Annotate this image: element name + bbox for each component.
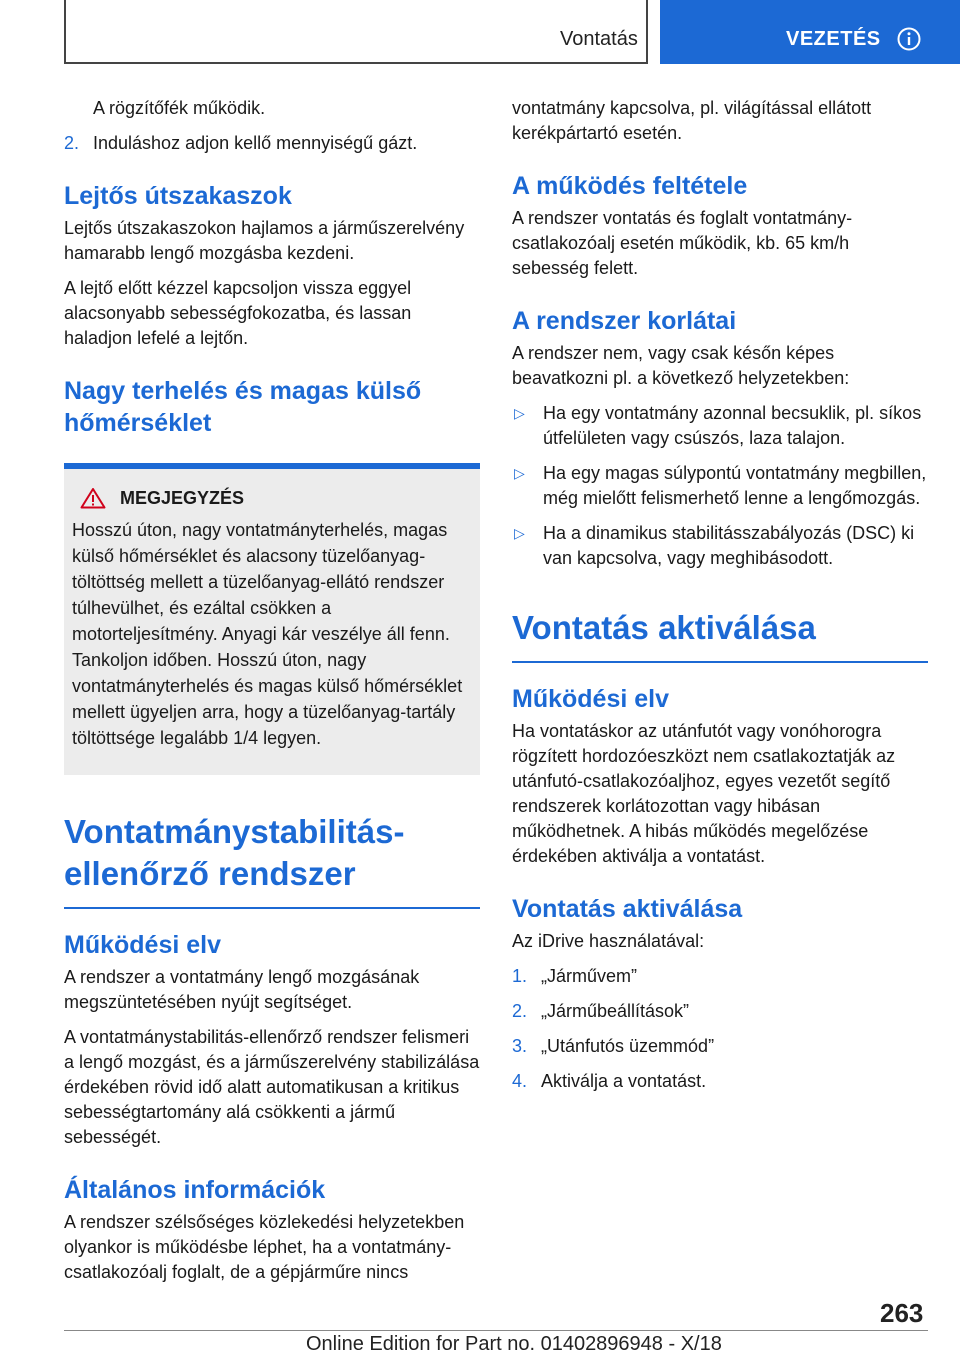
towing-paragraph: Ha vontatáskor az utánfutót vagy vonóhorogra rögzített hordozóeszközt nem csatlakoztatják az utánfutó-csatlakozóaljhoz, egyes vezetőt segítő rendszerek korlátozottan vagy hibásan működhetnek. A hibás működés megelőzése érdekében aktiválja a vontatást. — [512, 721, 896, 866]
step-text: „Utánfutós üzemmód” — [541, 1036, 715, 1056]
notice-header — [72, 487, 472, 509]
activate-heading: Vontatás aktiválása — [512, 895, 743, 923]
info-icon[interactable] — [897, 27, 921, 51]
downhill-heading: Lejtős útszakaszok — [64, 182, 292, 210]
conditions-paragraph: A rendszer vontatás és foglalt vontatmány-csatlakozóalj esetén működik, kb. 65 km/h sebesség felett. — [512, 208, 853, 278]
chapter-title: Vontatás — [560, 28, 638, 50]
activate-intro: Az iDrive használatával: — [512, 931, 705, 951]
step-3 — [512, 1034, 928, 1059]
stability-paragraph-1: A rendszer a vontatmány lengő mozgásának megszüntetésében nyújt segítséget. — [64, 967, 420, 1012]
intro-line: A rögzítőfék működik. — [93, 98, 266, 118]
notice-text: Hosszú úton, nagy vontatmányterhelés, magas külső hőmérséklet és alacsony tüzelőanyag-töltöttség mellett a tüzelőanyag-ellátó rendszer túlhevülhet, és ezáltal csökken a motorteljesítmény. Anyagi kár veszélye áll fenn. Tankoljon időben. Hosszú úton, nagy vontatmányterhelés és magas külső hőmérséklet mellett ügyeljen arra, hogy a tüzelőanyag-tartály töltöttsége legalább 1/4 legyen. — [72, 520, 463, 748]
section-tab-label: VEZETÉS — [786, 28, 881, 50]
notice-label: MEGJEGYZÉS — [120, 487, 245, 508]
bullet-triangle-icon: ▷ — [514, 525, 525, 541]
bullet-text: Ha egy magas súlypontú vontatmány megbillen, még mielőtt felismerhető lenne a lengőmozgás. — [543, 463, 927, 508]
downhill-paragraph-1: Lejtős útszakaszokon hajlamos a járműszerelvény hamarabb lengő mozgásba kezdeni. — [64, 218, 465, 263]
towing-principle-heading: Működési elv — [512, 685, 669, 713]
limits-paragraph: A rendszer nem, vagy csak későn képes beavatkozni pl. a következő helyzetekben: — [512, 343, 850, 388]
limits-heading: A rendszer korlátai — [512, 307, 737, 335]
list-item — [512, 401, 928, 451]
continuation-paragraph: vontatmány kapcsolva, pl. világítással ellátott kerékpártartó esetén. — [512, 98, 872, 143]
bullet-triangle-icon: ▷ — [514, 405, 525, 421]
step-2 — [64, 131, 480, 156]
list-item — [512, 521, 928, 571]
list-item — [512, 461, 928, 511]
footer-divider — [64, 1330, 928, 1331]
warning-icon — [80, 487, 106, 509]
stability-principle-heading: Működési elv — [64, 931, 221, 959]
stability-paragraph-2: A vontatmánystabilitás-ellenőrző rendszer felismeri a lengő mozgást, és a járműszerelvény stabilizálása érdekében rövid idő alatt automatikusan a kritikus sebességtartomány alá csökkenti a jármű sebességét. — [64, 1027, 480, 1147]
step-2 — [512, 999, 928, 1024]
bullet-text: Ha egy vontatmány azonnal becsuklik, pl. síkos útfelületen vagy csúszós, laza talajon. — [543, 403, 922, 448]
heading-divider — [64, 907, 480, 909]
step-number: 1. — [512, 966, 528, 986]
downhill-paragraph-2: A lejtő előtt kézzel kapcsoljon vissza eggyel alacsonyabb sebességfokozatba, és lassan haladjon lefelé a lejtőn. — [64, 278, 412, 348]
stability-heading: Vontatmánystabilitás-ellenőrző rendszer — [64, 813, 405, 892]
step-text: Induláshoz adjon kellő mennyiségű gázt. — [93, 133, 418, 153]
heading-divider — [512, 661, 928, 663]
section-tab-vezetes[interactable] — [660, 0, 960, 64]
bullet-triangle-icon: ▷ — [514, 465, 525, 481]
step-text: „Járművem” — [541, 966, 638, 986]
step-number: 2. — [64, 133, 80, 153]
step-4 — [512, 1069, 928, 1094]
step-number: 4. — [512, 1071, 528, 1091]
general-heading: Általános információk — [64, 1176, 326, 1204]
bullet-text: Ha a dinamikus stabilitásszabályozás (DSC) ki van kapcsolva, vagy meghibásodott. — [543, 523, 915, 568]
notice-box — [64, 463, 480, 775]
step-text: Aktiválja a vontatást. — [541, 1071, 707, 1091]
page-number: 263 — [880, 1298, 924, 1328]
heat-heading: Nagy terhelés és magas külső hőmérséklet — [64, 377, 422, 437]
general-paragraph: A rendszer szélsőséges közlekedési helyzetekben olyankor is működésbe léphet, ha a vontatmány-csatlakozóalj foglalt, de a gépjárműre nincs — [64, 1212, 465, 1282]
right-column — [512, 96, 928, 1104]
step-number: 3. — [512, 1036, 528, 1056]
step-1 — [512, 964, 928, 989]
left-column — [64, 96, 480, 1295]
step-number: 2. — [512, 1001, 528, 1021]
footer-edition: Online Edition for Part no. 01402896948 - X/18 — [306, 1333, 722, 1355]
step-text: „Járműbeállítások” — [541, 1001, 690, 1021]
conditions-heading: A működés feltétele — [512, 172, 748, 200]
towing-heading: Vontatás aktiválása — [512, 609, 816, 646]
